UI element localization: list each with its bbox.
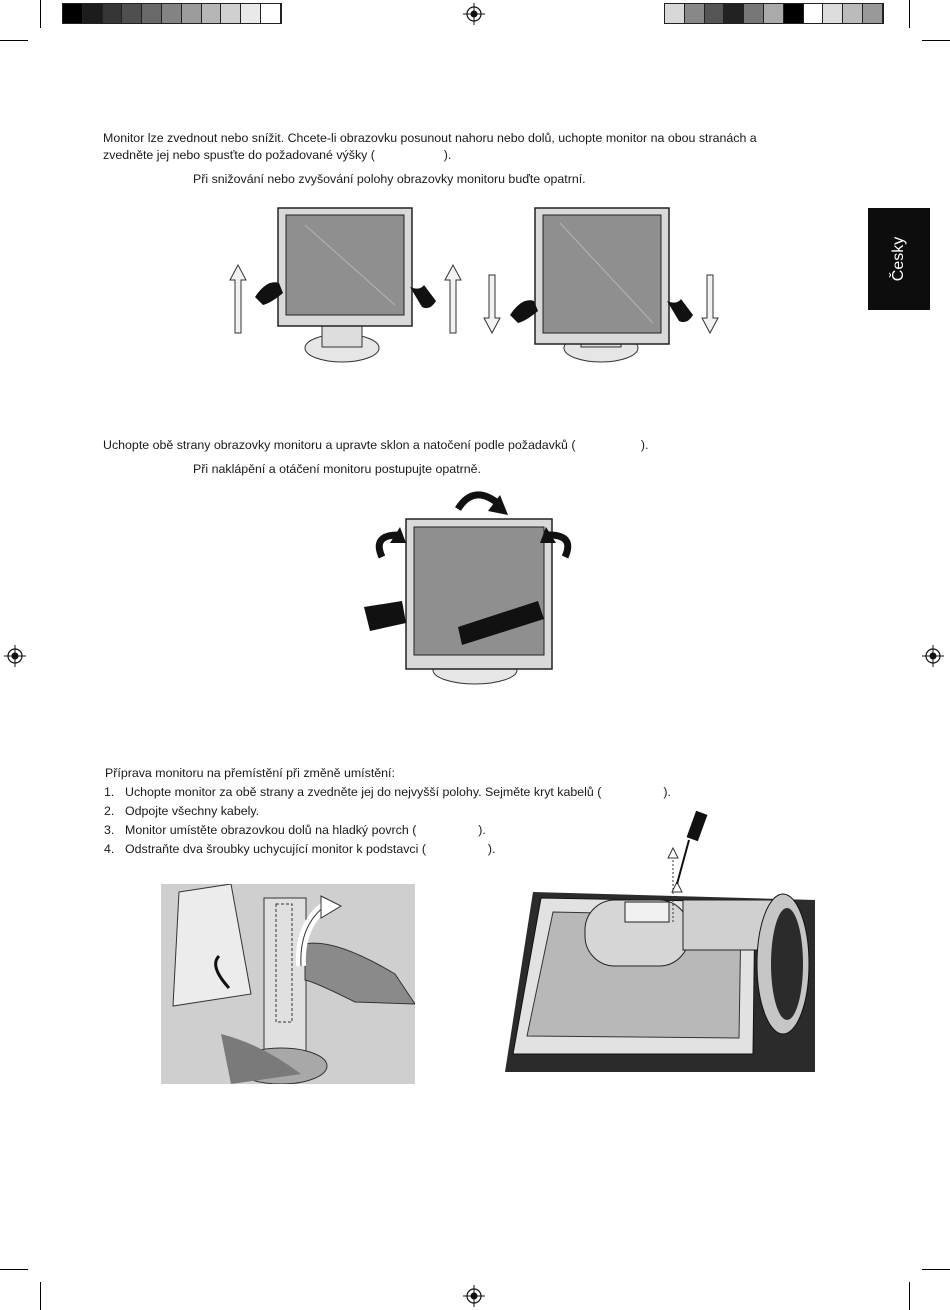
color-swatch: [122, 4, 142, 23]
color-swatch: [843, 4, 863, 23]
color-swatch: [162, 4, 182, 23]
figure-height-adjust: [225, 205, 730, 370]
color-swatch: [724, 4, 744, 23]
color-swatch: [202, 4, 222, 23]
crop-mark: [40, 0, 41, 28]
crop-mark: [0, 40, 28, 41]
registration-mark-top: [463, 3, 485, 25]
height-paragraph-line2: zvedněte jej nebo spusťte do požadované výšky ( ).: [103, 148, 452, 162]
color-swatch: [705, 4, 725, 23]
step-number: 2.: [104, 804, 115, 818]
monitor-raised: [255, 208, 436, 362]
color-swatch: [685, 4, 705, 23]
registration-mark-bottom: [463, 1285, 485, 1307]
color-swatch: [764, 4, 784, 23]
color-swatch: [744, 4, 764, 23]
remove-step: [104, 783, 671, 802]
height-paragraph-line1: Monitor lze zvednout nebo snížit. Chcete-li obrazovku posunout nahoru nebo dolů, uchopte monitor na obou stranách a: [103, 131, 757, 145]
step-number: 3.: [104, 823, 115, 837]
figure-cable-cover: [161, 884, 415, 1084]
crop-mark: [40, 1282, 41, 1310]
step-text: Monitor umístěte obrazovkou dolů na hladký povrch ( ).: [125, 823, 486, 837]
color-swatch: [221, 4, 241, 23]
color-swatch: [103, 4, 123, 23]
crop-mark: [922, 40, 950, 41]
figure-tilt-swivel: [360, 487, 585, 692]
color-swatch: [823, 4, 843, 23]
step-number: 4.: [104, 842, 115, 856]
color-swatch: [261, 4, 281, 23]
step-text: Uchopte monitor za obě strany a zvedněte jej do nejvyšší polohy. Sejměte kryt kabelů ( ).: [125, 785, 671, 799]
crop-mark: [909, 1282, 910, 1310]
color-swatch: [665, 4, 685, 23]
color-swatch: [804, 4, 824, 23]
step-number: 1.: [104, 785, 115, 799]
crop-mark: [909, 0, 910, 28]
language-tab-label: Česky: [890, 236, 907, 282]
tilt-caution: Při naklápění a otáčení monitoru postupujte opatrně.: [193, 462, 481, 476]
registration-mark-right: [922, 645, 944, 667]
color-swatch: [784, 4, 804, 23]
color-swatch: [241, 4, 261, 23]
crop-mark: [0, 1269, 28, 1270]
tilt-paragraph: Uchopte obě strany obrazovky monitoru a upravte sklon a natočení podle požadavků ( ).: [103, 438, 649, 452]
monitor-lowered: [510, 208, 693, 362]
color-swatch: [63, 4, 83, 23]
crop-mark: [922, 1269, 950, 1270]
language-tab: [868, 208, 930, 310]
color-strip-left: [62, 3, 282, 24]
remove-intro: Příprava monitoru na přemístění při změně umístění:: [105, 766, 395, 780]
registration-mark-left: [4, 645, 26, 667]
color-strip-right: [664, 3, 884, 24]
figure-screw-removal: [505, 804, 817, 1076]
color-swatch: [142, 4, 162, 23]
color-swatch: [83, 4, 103, 23]
step-text: Odstraňte dva šroubky uchycující monitor k podstavci ( ).: [125, 842, 496, 856]
height-caution: Při snižování nebo zvyšování polohy obrazovky monitoru buďte opatrní.: [193, 172, 586, 186]
color-swatch: [863, 4, 883, 23]
color-swatch: [182, 4, 202, 23]
step-text: Odpojte všechny kabely.: [125, 804, 260, 818]
